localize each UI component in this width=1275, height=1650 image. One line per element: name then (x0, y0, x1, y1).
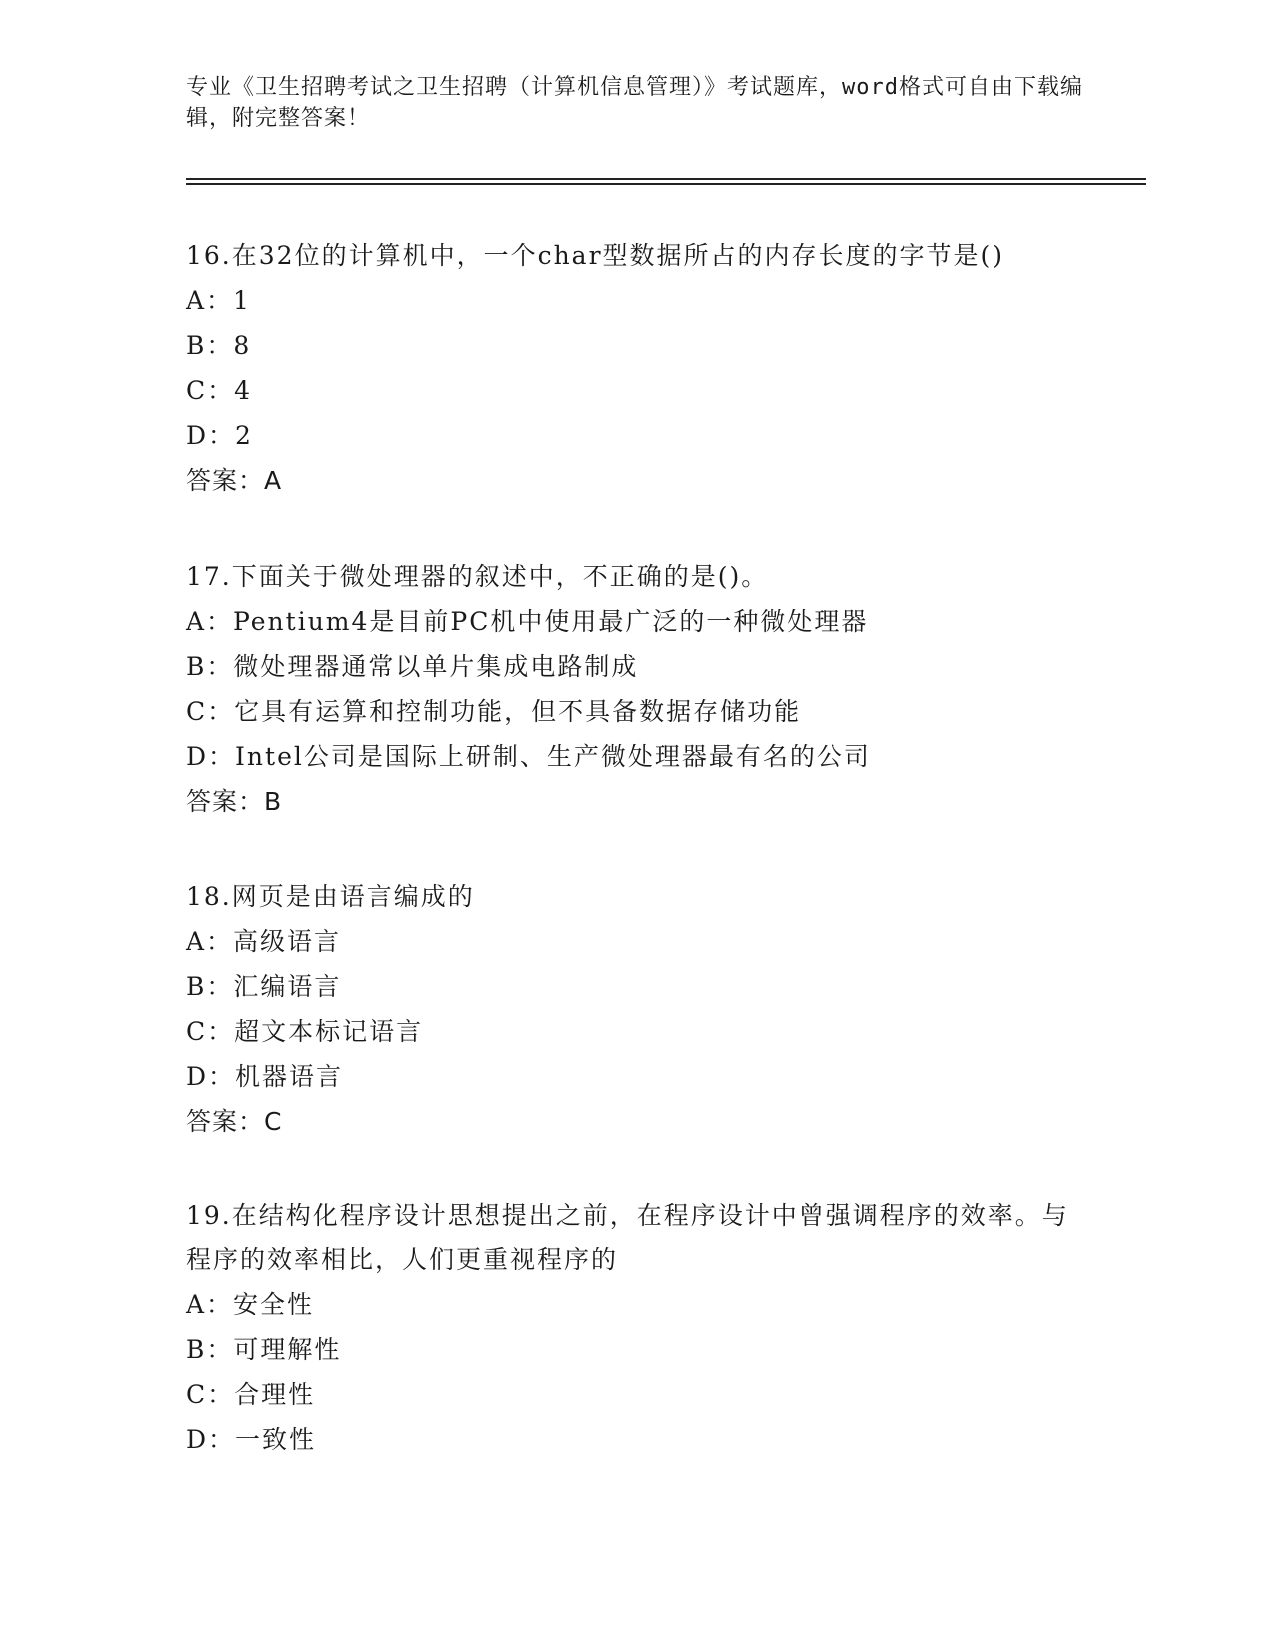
answer: 答案：C (186, 1107, 283, 1136)
option-d: D：一致性 (186, 1425, 317, 1454)
question-17 (186, 554, 1086, 824)
option-c: C：超文本标记语言 (186, 1017, 424, 1046)
question-stem: 16.在32位的计算机中，一个char型数据所占的内存长度的字节是() (186, 241, 1005, 270)
option-b: B：汇编语言 (186, 972, 342, 1001)
question-stem: 19.在结构化程序设计思想提出之前，在程序设计中曾强调程序的效率。与程序的效率相比，人们更重视程序的 (186, 1201, 1069, 1274)
option-c: C：4 (186, 376, 253, 405)
question-stem: 17.下面关于微处理器的叙述中，不正确的是()。 (186, 562, 769, 591)
answer: 答案：A (186, 466, 283, 495)
question-16 (186, 233, 1086, 503)
option-c: C：合理性 (186, 1380, 316, 1409)
option-a: A：高级语言 (186, 927, 342, 956)
header-divider-top (186, 178, 1146, 180)
answer: 答案：B (186, 787, 283, 816)
option-b: B：可理解性 (186, 1335, 342, 1364)
question-stem: 18.网页是由语言编成的 (186, 882, 475, 911)
option-a: A：1 (186, 286, 251, 315)
option-c: C：它具有运算和控制功能，但不具备数据存储功能 (186, 697, 802, 726)
question-19 (186, 1194, 1086, 1462)
option-a: A：安全性 (186, 1290, 315, 1319)
option-b: B：微处理器通常以单片集成电路制成 (186, 652, 639, 681)
option-b: B：8 (186, 331, 252, 360)
header-divider-bottom (186, 183, 1146, 185)
option-d: D：2 (186, 421, 253, 450)
question-18 (186, 874, 1086, 1144)
option-d: D：机器语言 (186, 1062, 344, 1091)
option-d: D：Intel公司是国际上研制、生产微处理器最有名的公司 (186, 742, 871, 771)
document-header: 专业《卫生招聘考试之卫生招聘（计算机信息管理）》考试题库，word格式可自由下载编辑，附完整答案！ (186, 75, 1083, 131)
option-a: A：Pentium4是目前PC机中使用最广泛的一种微处理器 (186, 607, 869, 636)
